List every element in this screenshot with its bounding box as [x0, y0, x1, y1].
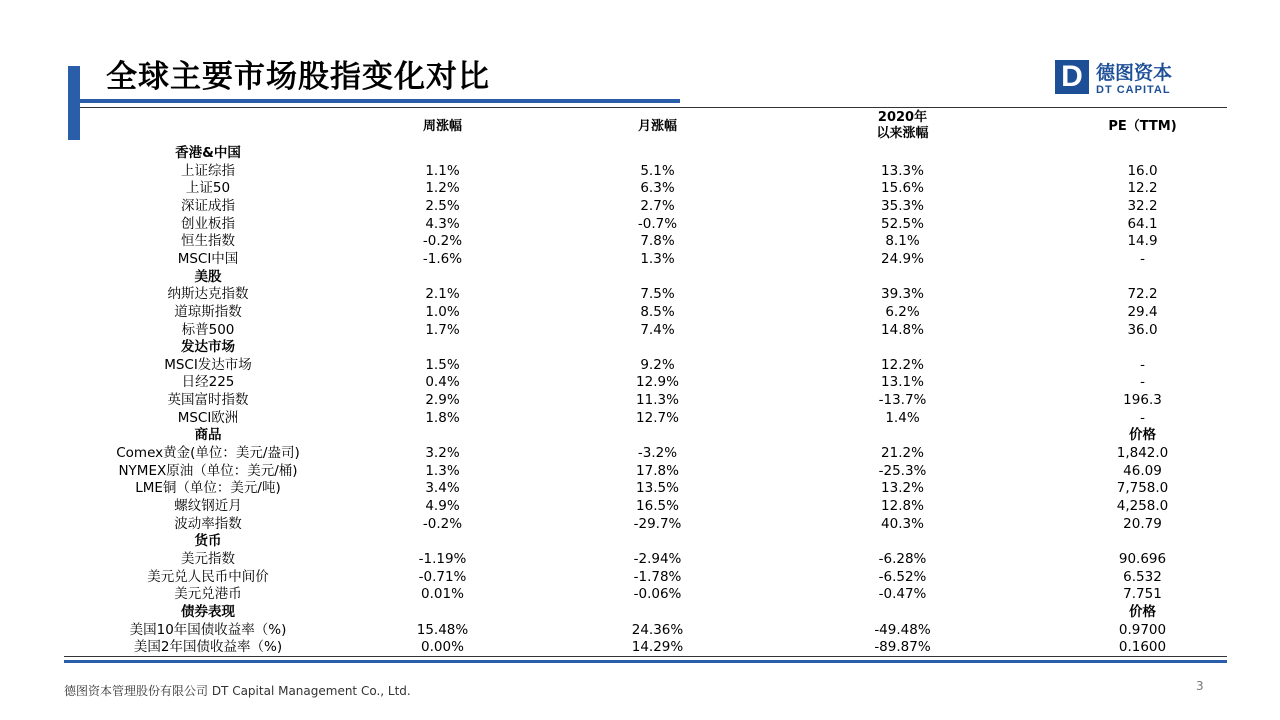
- table-row: [0, 304, 1280, 322]
- pe-value: 1,842.0: [1116, 445, 1169, 462]
- weekly-change: -1.6%: [422, 250, 463, 267]
- table-row: [0, 622, 1280, 640]
- table-row: [0, 463, 1280, 481]
- column-header-monthly: 月涨幅: [637, 119, 677, 134]
- monthly-change: -2.94%: [633, 550, 682, 567]
- row-label: 债券表现: [181, 603, 235, 620]
- monthly-change: -29.7%: [633, 515, 682, 532]
- pe-value: 12.2: [1127, 180, 1158, 197]
- ytd-change: 35.3%: [881, 197, 924, 214]
- pe-value: 7.751: [1123, 586, 1162, 603]
- row-label: 美国10年国债收益率（%): [129, 621, 287, 638]
- table-row: [0, 445, 1280, 463]
- logo-chinese-name: 德图资本: [1096, 62, 1173, 84]
- pe-value: 7,758.0: [1116, 480, 1169, 497]
- row-label: 波动率指数: [174, 515, 242, 532]
- title-accent-bar: [68, 66, 80, 140]
- section-row: [0, 427, 1280, 445]
- row-label: 恒生指数: [181, 233, 235, 250]
- row-label: 商品: [194, 427, 222, 444]
- page-title: 全球主要市场股指变化对比: [106, 59, 490, 95]
- monthly-change: -0.7%: [637, 215, 678, 232]
- weekly-change: 2.9%: [425, 392, 460, 409]
- row-label: 上证50: [185, 180, 231, 197]
- pe-value: 196.3: [1123, 392, 1162, 409]
- column-header-weekly: 周涨幅: [422, 119, 462, 134]
- weekly-change: 1.3%: [425, 462, 460, 479]
- ytd-change: 15.6%: [881, 180, 924, 197]
- monthly-change: -0.06%: [633, 586, 682, 603]
- weekly-change: 1.5%: [425, 356, 460, 373]
- row-label: 纳斯达克指数: [167, 286, 249, 303]
- row-label: LME铜（单位：美元/吨): [135, 480, 281, 497]
- monthly-change: 12.9%: [636, 374, 679, 391]
- pe-value: 6.532: [1123, 568, 1162, 585]
- table-row: [0, 374, 1280, 392]
- row-label: 美元指数: [181, 550, 235, 567]
- section-row: [0, 533, 1280, 551]
- row-label: 上证综指: [181, 162, 235, 179]
- pe-value: 72.2: [1127, 286, 1158, 303]
- row-label: NYMEX原油（单位：美元/桶): [118, 462, 298, 479]
- ytd-change: -25.3%: [878, 462, 927, 479]
- page-number: 3: [1196, 679, 1204, 693]
- pe-value: 4,258.0: [1116, 498, 1169, 514]
- weekly-change: 0.4%: [425, 374, 460, 391]
- monthly-change: 14.29%: [631, 639, 684, 656]
- ytd-change: 1.4%: [885, 409, 920, 426]
- row-label: 美股: [194, 268, 222, 285]
- row-label: 标普500: [181, 321, 235, 338]
- ytd-change: -6.52%: [878, 568, 927, 585]
- table-row: [0, 163, 1280, 181]
- table-row: [0, 216, 1280, 234]
- monthly-change: 11.3%: [636, 392, 679, 409]
- table-row: [0, 233, 1280, 251]
- row-label: MSCI欧洲: [177, 409, 239, 426]
- weekly-change: 0.00%: [421, 639, 464, 656]
- row-label: MSCI发达市场: [164, 356, 252, 373]
- ytd-change: 13.1%: [881, 374, 924, 391]
- monthly-change: 16.5%: [636, 498, 679, 514]
- pe-value: 29.4: [1127, 303, 1158, 320]
- row-label: 发达市场: [181, 339, 235, 356]
- pe-value: 0.9700: [1118, 621, 1167, 638]
- weekly-change: 15.48%: [416, 621, 469, 638]
- row-label: 香港&中国: [175, 145, 241, 161]
- monthly-change: 7.4%: [640, 321, 675, 338]
- pe-value: 14.9: [1127, 233, 1158, 250]
- section-row: [0, 269, 1280, 287]
- table-row: [0, 498, 1280, 516]
- weekly-change: -0.2%: [422, 233, 463, 250]
- monthly-change: 24.36%: [631, 621, 684, 638]
- row-label: 美元兑港币: [174, 586, 242, 603]
- monthly-change: 9.2%: [640, 356, 675, 373]
- column-header-pe: PE（TTM): [1108, 119, 1177, 134]
- ytd-change: 12.2%: [881, 356, 924, 373]
- weekly-change: 1.2%: [425, 180, 460, 197]
- table-row: [0, 569, 1280, 587]
- pe-value: -: [1140, 409, 1145, 426]
- row-label: 道琼斯指数: [174, 303, 242, 320]
- table-row: [0, 198, 1280, 216]
- row-label: 深证成指: [181, 197, 235, 214]
- table-row: [0, 322, 1280, 340]
- pe-value: 20.79: [1123, 515, 1162, 532]
- ytd-change: 12.8%: [881, 498, 924, 514]
- table-row: [0, 480, 1280, 498]
- weekly-change: 1.8%: [425, 409, 460, 426]
- table-row: [0, 551, 1280, 569]
- pe-value: 46.09: [1123, 462, 1162, 479]
- weekly-change: -1.19%: [418, 550, 467, 567]
- column-header-ytd-line1: 2020年: [877, 110, 928, 125]
- weekly-change: 1.7%: [425, 321, 460, 338]
- ytd-change: 52.5%: [881, 215, 924, 232]
- ytd-change: 24.9%: [881, 250, 924, 267]
- ytd-change: -13.7%: [878, 392, 927, 409]
- weekly-change: 4.9%: [425, 498, 460, 514]
- footer-company: 德图资本管理股份有限公司 DT Capital Management Co., Ltd.: [64, 684, 411, 698]
- ytd-change: 8.1%: [885, 233, 920, 250]
- weekly-change: -0.2%: [422, 515, 463, 532]
- monthly-change: 13.5%: [636, 480, 679, 497]
- ytd-change: 6.2%: [885, 303, 920, 320]
- pe-value: -: [1140, 356, 1145, 373]
- weekly-change: 1.1%: [425, 162, 460, 179]
- pe-value: 价格: [1129, 427, 1156, 444]
- table-row: [0, 516, 1280, 534]
- monthly-change: -1.78%: [633, 568, 682, 585]
- footer-accent-rule: [64, 660, 1227, 663]
- weekly-change: 4.3%: [425, 215, 460, 232]
- row-label: 创业板指: [181, 215, 235, 232]
- ytd-change: 40.3%: [881, 515, 924, 532]
- weekly-change: -0.71%: [418, 568, 467, 585]
- ytd-change: 21.2%: [881, 445, 924, 462]
- row-label: MSCI中国: [177, 250, 239, 267]
- row-label: 美国2年国债收益率（%): [133, 639, 283, 656]
- row-label: 英国富时指数: [167, 392, 249, 409]
- weekly-change: 3.2%: [425, 445, 460, 462]
- company-logo: [1055, 60, 1195, 100]
- logo-english-name: DT CAPITAL: [1096, 84, 1171, 96]
- table-row: [0, 286, 1280, 304]
- monthly-change: 7.8%: [640, 233, 675, 250]
- row-label: 日经225: [181, 374, 235, 391]
- pe-value: -: [1140, 250, 1145, 267]
- table-row: [0, 639, 1280, 657]
- weekly-change: 2.5%: [425, 197, 460, 214]
- pe-value: 32.2: [1127, 197, 1158, 214]
- monthly-change: 2.7%: [640, 197, 675, 214]
- row-label: 螺纹钢近月: [174, 498, 242, 514]
- header-divider: [80, 107, 1227, 108]
- pe-value: 0.1600: [1118, 639, 1167, 656]
- monthly-change: 8.5%: [640, 303, 675, 320]
- table-row: [0, 251, 1280, 269]
- ytd-change: -89.87%: [874, 639, 931, 656]
- ytd-change: -0.47%: [878, 586, 927, 603]
- table-bottom-rule: [64, 656, 1227, 657]
- pe-value: 36.0: [1127, 321, 1158, 338]
- monthly-change: 17.8%: [636, 462, 679, 479]
- title-underline: [68, 99, 680, 103]
- ytd-change: 14.8%: [881, 321, 924, 338]
- table-row: [0, 180, 1280, 198]
- weekly-change: 3.4%: [425, 480, 460, 497]
- table-row: [0, 410, 1280, 428]
- ytd-change: 13.2%: [881, 480, 924, 497]
- ytd-change: 13.3%: [881, 162, 924, 179]
- monthly-change: 7.5%: [640, 286, 675, 303]
- pe-value: 64.1: [1127, 215, 1158, 232]
- pe-value: 90.696: [1118, 550, 1167, 567]
- weekly-change: 2.1%: [425, 286, 460, 303]
- monthly-change: 1.3%: [640, 250, 675, 267]
- ytd-change: -49.48%: [874, 621, 931, 638]
- monthly-change: -3.2%: [637, 445, 678, 462]
- column-header-ytd: [825, 110, 980, 142]
- row-label: 美元兑人民币中间价: [147, 568, 269, 585]
- column-header-ytd-line2: 以来涨幅: [876, 126, 929, 141]
- pe-value: -: [1140, 374, 1145, 391]
- row-label: Comex黄金(单位：美元/盎司): [116, 445, 300, 462]
- table-row: [0, 357, 1280, 375]
- weekly-change: 1.0%: [425, 303, 460, 320]
- table-row: [0, 392, 1280, 410]
- section-row: [0, 604, 1280, 622]
- monthly-change: 6.3%: [640, 180, 675, 197]
- row-label: 货币: [194, 533, 222, 550]
- ytd-change: 39.3%: [881, 286, 924, 303]
- section-row: [0, 339, 1280, 357]
- logo-d-icon: D: [1055, 60, 1089, 94]
- table-row: [0, 586, 1280, 604]
- weekly-change: 0.01%: [421, 586, 464, 603]
- monthly-change: 5.1%: [640, 162, 675, 179]
- ytd-change: -6.28%: [878, 550, 927, 567]
- pe-value: 价格: [1129, 603, 1156, 620]
- pe-value: 16.0: [1127, 162, 1158, 179]
- monthly-change: 12.7%: [636, 409, 679, 426]
- section-row: [0, 145, 1280, 163]
